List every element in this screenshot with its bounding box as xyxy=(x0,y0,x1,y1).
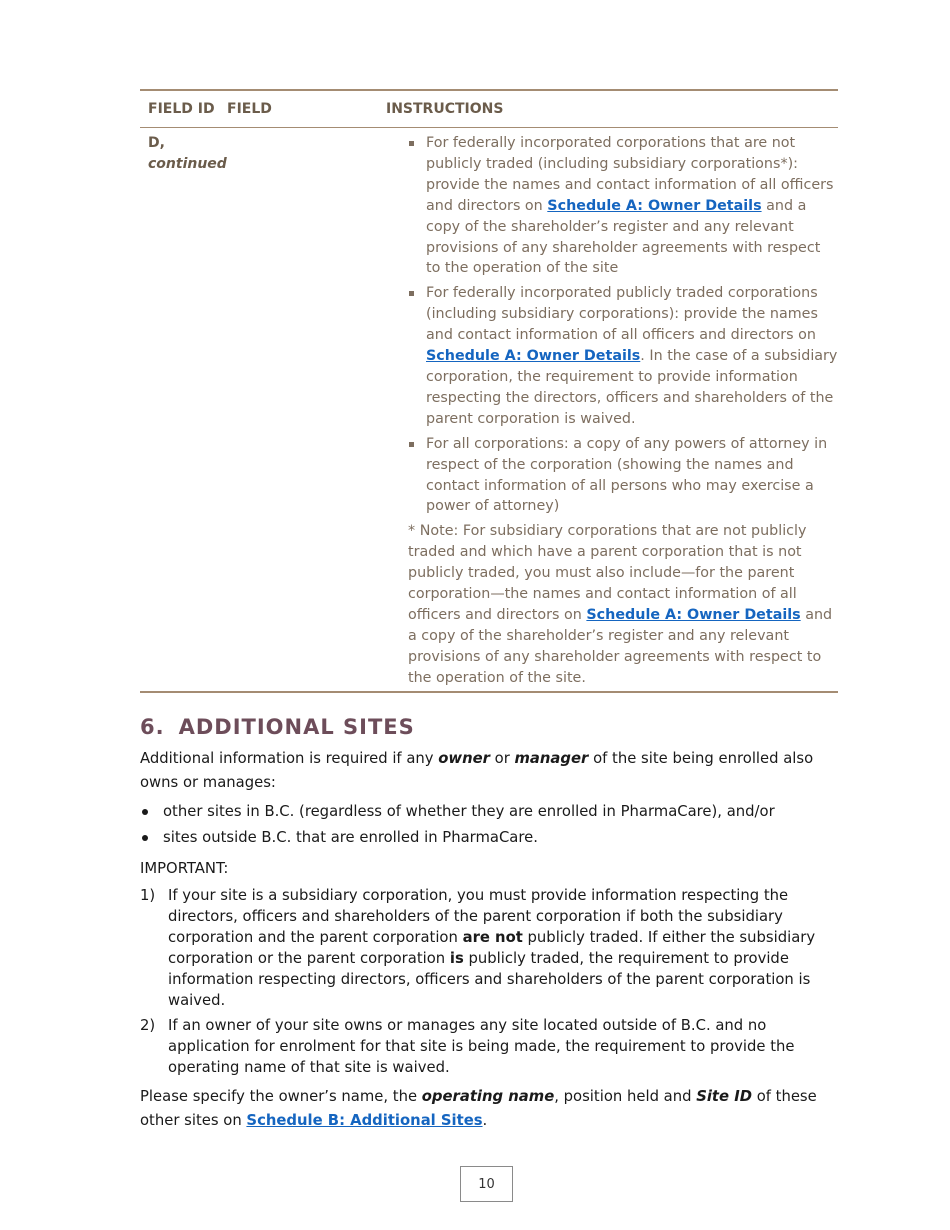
item-text: If your site is a subsidiary corporation, you must provide information respecting the directors, officers and shareholders of the parent corporation if both the subsidiary corporation and the parent corporation xyxy=(168,886,789,946)
bullet-dot-icon xyxy=(142,809,148,815)
instructions-table xyxy=(140,89,838,693)
bullet-text: For federally incorporated corporations that are not publicly traded (including subsidiary corporations*): provide the names and contact information of all officers and directors on xyxy=(426,135,834,214)
section-title: ADDITIONAL SITES xyxy=(178,714,415,739)
intro-owner: owner xyxy=(438,749,490,767)
intro-text: or xyxy=(489,749,515,767)
schedule-a-link[interactable]: Schedule A: Owner Details xyxy=(586,606,801,623)
item-number: 1) xyxy=(140,886,156,904)
final-site-id: Site ID xyxy=(696,1087,752,1105)
final-operating-name: operating name xyxy=(421,1087,555,1105)
instruction-bullet xyxy=(408,434,838,518)
list-item-text: other sites in B.C. (regardless of whether they are enrolled in PharmaCare), and/or xyxy=(163,802,775,820)
list-item xyxy=(140,799,838,825)
bullet-text: . In the case of a subsidiary corporation, the requirement to provide information respecting the directors, officers and shareholders of the parent corporation is waived. xyxy=(426,348,838,427)
square-bullet-icon xyxy=(409,291,414,296)
intro-paragraph xyxy=(140,747,838,795)
page-content xyxy=(140,89,838,1133)
note-before: * Note: For subsidiary corporations that are not publicly traded and which have a parent corporation that is not publicly traded, you must also include—for the parent corporation—the names and contact information of all officers and directors on xyxy=(408,523,807,623)
list-item-text: sites outside B.C. that are enrolled in PharmaCare. xyxy=(163,828,538,846)
final-text: Please specify the owner’s name, the xyxy=(140,1087,422,1105)
square-bullet-icon xyxy=(409,141,414,146)
row-id-continued: continued xyxy=(148,156,227,172)
header-instructions: INSTRUCTIONS xyxy=(386,101,504,117)
note-text xyxy=(408,521,838,688)
final-paragraph xyxy=(140,1085,838,1133)
intro-text: Additional information is required if any xyxy=(140,749,439,767)
bullet-text: and a copy of the shareholder’s register and any relevant provisions of any shareholder agreements with respect to the operation of the site xyxy=(426,197,821,277)
section-number: 6. xyxy=(140,714,165,739)
item-number: 2) xyxy=(140,1016,156,1034)
item-emphasis: is xyxy=(449,949,464,967)
final-text: . xyxy=(482,1111,488,1129)
intro-text: of the site being enrolled also owns or manages: xyxy=(140,749,814,791)
final-text: , position held and xyxy=(554,1087,697,1105)
item-text: If an owner of your site owns or manages any site located outside of B.C. and no application for enrolment for that site is being made, the requirement to provide the operating name of that site is waived. xyxy=(168,1016,795,1076)
page-number: 10 xyxy=(460,1166,513,1202)
bullet-text: For federally incorporated publicly traded corporations (including subsidiary corporations): provide the names and contact information of all officers and directors on xyxy=(426,285,818,344)
row-id: D, xyxy=(148,135,165,151)
sites-bullet-list xyxy=(140,799,838,851)
table-header xyxy=(140,91,838,128)
schedule-a-link[interactable]: Schedule A: Owner Details xyxy=(426,348,641,365)
note-after: and a copy of the shareholder’s register and any relevant provisions of any shareholder agreements with respect to the operation of the site. xyxy=(408,606,833,686)
square-bullet-icon xyxy=(409,442,414,447)
section-heading xyxy=(140,715,838,739)
instruction-bullet xyxy=(408,133,838,279)
item-text: publicly traded. If either the subsidiary corporation or the parent corporation xyxy=(168,928,816,967)
list-item xyxy=(140,825,838,851)
numbered-item xyxy=(140,885,838,1011)
important-label: IMPORTANT: xyxy=(140,859,229,877)
table-row xyxy=(140,128,838,691)
item-text: publicly traded, the requirement to provide information respecting directors, officers and shareholders of the parent corporation is waived. xyxy=(168,949,811,1009)
final-text: of these other sites on xyxy=(140,1087,817,1129)
schedule-a-link[interactable]: Schedule A: Owner Details xyxy=(547,197,762,214)
row-field-id xyxy=(140,133,227,689)
row-field xyxy=(227,133,386,689)
header-field: FIELD xyxy=(227,101,272,117)
intro-manager: manager xyxy=(514,749,589,767)
header-field-id: FIELD ID xyxy=(148,101,215,117)
numbered-item xyxy=(140,1015,838,1078)
bullet-text: For all corporations: a copy of any powers of attorney in respect of the corporation (showing the names and contact information of all persons who may exercise a power of attorney) xyxy=(426,435,828,515)
instruction-bullet xyxy=(408,283,838,429)
row-instructions xyxy=(408,133,838,689)
item-emphasis: are not xyxy=(462,928,523,946)
bullet-dot-icon xyxy=(142,835,148,841)
schedule-b-link[interactable]: Schedule B: Additional Sites xyxy=(246,1111,483,1129)
